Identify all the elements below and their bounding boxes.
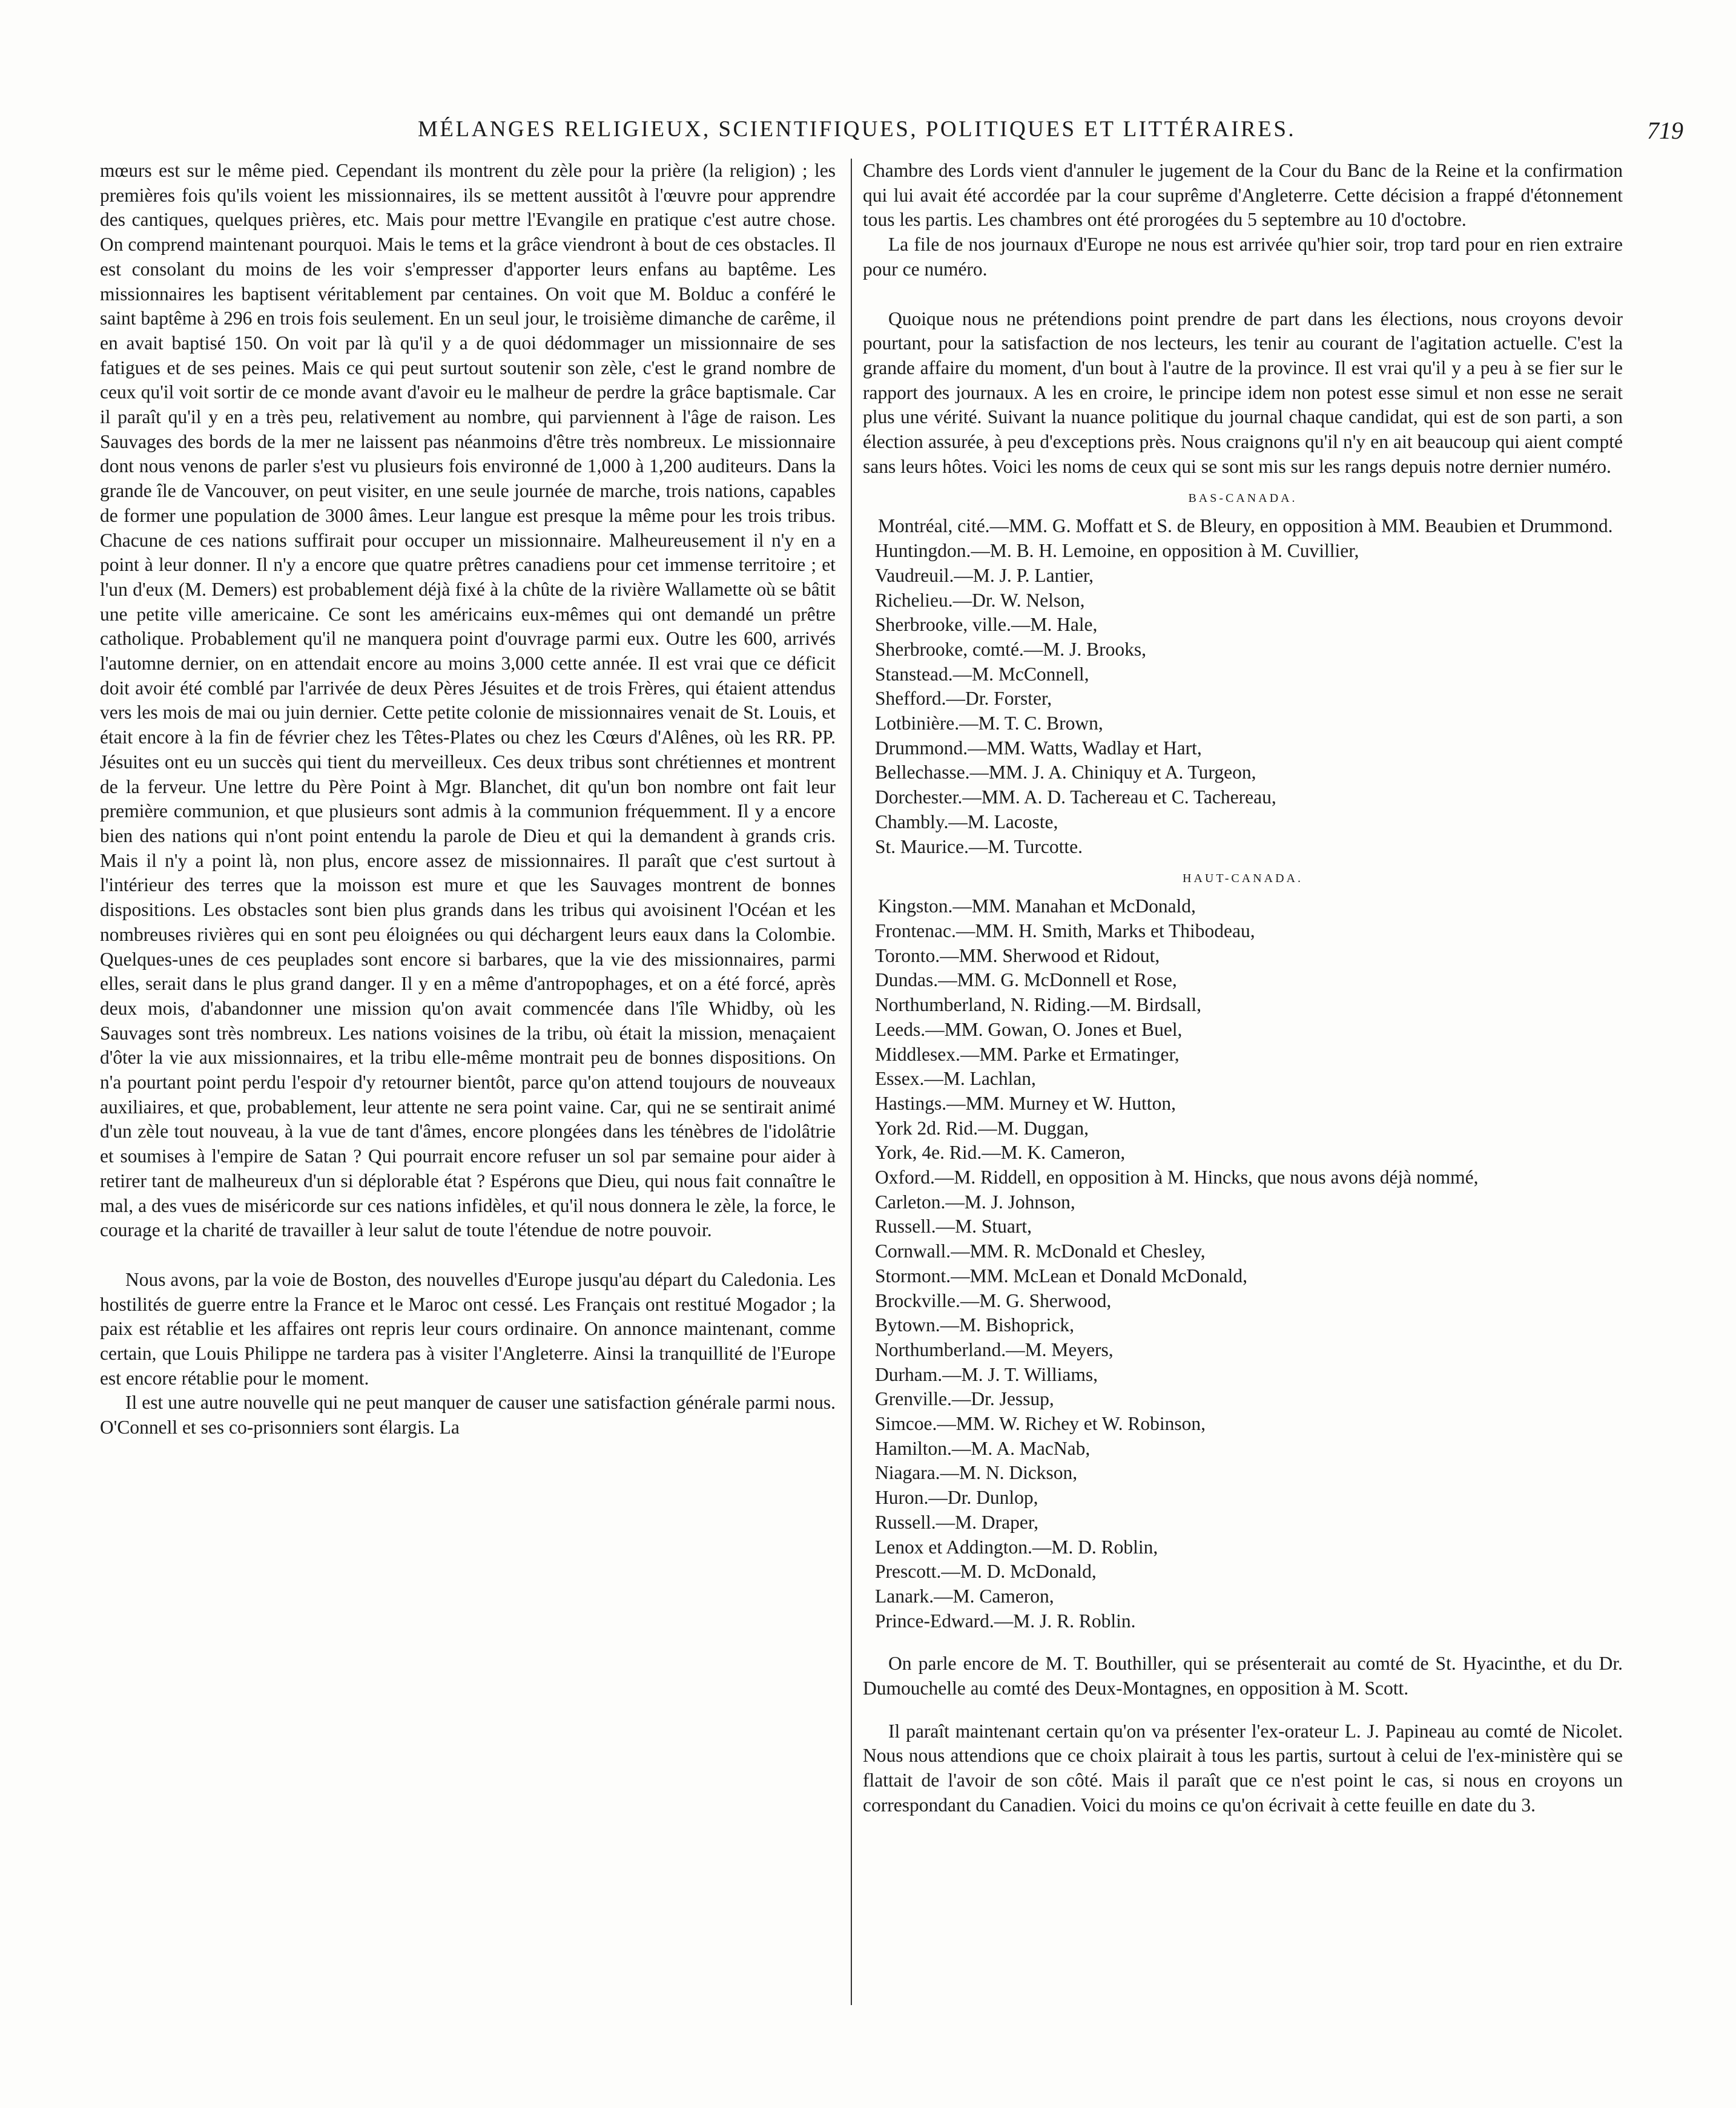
article-journals-paragraph: La file de nos journaux d'Europe ne nous est arrivée qu'hier soir, trop tard pour en rien extraire pour ce numéro. [863,234,1623,280]
candidate-entry: Sherbrooke, ville.—M. Hale, [875,614,1098,636]
candidate-entry: Simcoe.—MM. W. Richey et W. Robinson, [875,1413,1206,1435]
candidate-entry: Oxford.—M. Riddell, en opposition à M. Hincks, que nous avons déjà nommé, [875,1167,1479,1188]
candidate-entry: Kingston.—MM. Manahan et McDonald, [878,895,1196,917]
page-number: 719 [1647,117,1683,144]
candidate-entry: Prescott.—M. D. McDonald, [875,1561,1097,1583]
article-papineau-paragraph: Il paraît maintenant certain qu'on va présenter l'ex-orateur L. J. Papineau au comté de Nicolet. Nous nous attendions que ce choix plairait à tous les partis, surtout à celui de l'ex-ministère qui se flattait de l'avoir de son côté. Mais il paraît que ce n'est point le cas, si nous en croyons un correspondant du Canadien. Voici du moins ce qu'on écrivait à cette feuille en date du 3. [863,1720,1623,1816]
page-header [79,116,1683,150]
candidate-entry: Northumberland, N. Riding.—M. Birdsall, [875,994,1201,1016]
list-haut-canada [863,894,1623,1633]
article-europe-news-paragraph: Nous avons, par la voie de Boston, des nouvelles d'Europe jusqu'au départ du Caledonia. Les hostilités de guerre entre la France et le Maroc ont cessé. Les Français ont restitué Mogador ; la paix est rétablie et les affaires ont repris leur cours ordinaire. On annonce maintenant, comme certain, que Louis Philippe ne tardera pas à visiter l'Angleterre. Ainsi la tranquillité de l'Europe est encore rétablie pour le moment. [100,1268,836,1389]
running-title: MÉLANGES RELIGIEUX, SCIENTIFIQUES, POLITIQUES ET LITTÉRAIRES. [418,117,1296,142]
candidate-entry: Cornwall.—MM. R. McDonald et Chesley, [875,1240,1206,1262]
candidate-entry: Montréal, cité.—MM. G. Moffatt et S. de Bleury, en opposition à MM. Beaubien et Drummond. [878,515,1613,537]
article-oconnell-paragraph: Il est une autre nouvelle qui ne peut manquer de causer une satisfaction générale parmi nous. O'Connell et ses co-prisonniers sont élargis. La [100,1392,836,1438]
list-bas-canada [863,514,1623,859]
candidate-entry: Vaudreuil.—M. J. P. Lantier, [875,564,1094,586]
candidate-entry: Drummond.—MM. Watts, Wadlay et Hart, [875,737,1202,759]
candidate-entry: Durham.—M. J. T. Williams, [875,1363,1098,1385]
article-bouthiller-paragraph: On parle encore de M. T. Bouthiller, qui se présenterait au comté de St. Hyacinthe, et du Dr. Dumouchelle au comté des Deux-Montagnes, en opposition à M. Scott. [863,1653,1623,1699]
heading-bas-canada: BAS-CANADA. [1188,492,1298,506]
candidate-entry: Carleton.—M. J. Johnson, [875,1191,1075,1213]
candidate-entry: Toronto.—MM. Sherwood et Ridout, [875,944,1160,966]
candidate-entry: Bellechasse.—MM. J. A. Chiniquy et A. Turgeon, [875,762,1256,783]
candidate-entry: Huron.—Dr. Dunlop, [875,1487,1038,1509]
candidate-entry: Essex.—M. Lachlan, [875,1068,1036,1090]
candidate-entry: Hamilton.—M. A. MacNab, [875,1437,1091,1459]
candidate-entry: St. Maurice.—M. Turcotte. [875,835,1083,857]
right-column [863,159,1623,1818]
candidate-entry: Middlesex.—MM. Parke et Ermatinger, [875,1043,1180,1065]
column-divider [851,159,852,2005]
candidate-entry: Chambly.—M. Lacoste, [875,811,1058,832]
left-column [100,159,836,1440]
candidate-entry: Russell.—M. Stuart, [875,1216,1032,1237]
candidate-entry: Stormont.—MM. McLean et Donald McDonald, [875,1265,1248,1286]
candidate-entry: Richelieu.—Dr. W. Nelson, [875,589,1085,611]
candidate-entry: York, 4e. Rid.—M. K. Cameron, [875,1142,1126,1164]
candidate-entry: Stanstead.—M. McConnell, [875,663,1089,685]
candidate-entry: Lotbinière.—M. T. C. Brown, [875,713,1103,734]
candidate-entry: Brockville.—M. G. Sherwood, [875,1290,1112,1311]
candidate-entry: Sherbrooke, comté.—M. J. Brooks, [875,638,1146,660]
candidate-entry: York 2d. Rid.—M. Duggan, [875,1117,1089,1139]
candidate-entry: Lanark.—M. Cameron, [875,1585,1054,1607]
candidate-entry: Frontenac.—MM. H. Smith, Marks et Thibodeau, [875,920,1255,941]
candidate-entry: Prince-Edward.—M. J. R. Roblin. [875,1610,1136,1632]
article-lords-paragraph: Chambre des Lords vient d'annuler le jugement de la Cour du Banc de la Reine et la confirmation qui lui avait été accordée par la cour suprême d'Angleterre. Cette décision a frappé d'étonnement tous les partis. Les chambres ont été prorogées du 5 septembre au 10 d'octobre. [863,160,1623,231]
candidate-entry: Northumberland.—M. Meyers, [875,1339,1114,1360]
candidate-entry: Russell.—M. Draper, [875,1511,1038,1533]
candidate-entry: Grenville.—Dr. Jessup, [875,1388,1054,1410]
candidate-entry: Leeds.—MM. Gowan, O. Jones et Buel, [875,1018,1183,1040]
candidate-entry: Bytown.—M. Bishoprick, [875,1314,1075,1336]
candidate-entry: Lenox et Addington.—M. D. Roblin, [875,1536,1158,1558]
candidate-entry: Dorchester.—MM. A. D. Tachereau et C. Tachereau, [875,786,1276,808]
article-missions-paragraph: mœurs est sur le même pied. Cependant ils montrent du zèle pour la prière (la religion) ; les premières fois qu'ils voient les missionnaires, ils se mettent aussitôt à l'œuvre pour apprendre des cantiques, quelques prières, etc. Mais pour mettre l'Evangile en pratique c'est autre chose. On comprend maintenant pourquoi. Mais le tems et la grâce viendront à bout de ces obstacles. Il est consolant du moins de les voir s'empresser d'apporter leurs enfans au baptême. Les missionnaires les baptisent véritablement par centaines. On voit que M. Bolduc a conféré le saint baptême à 296 en trois fois seulement. En un seul jour, le troisième dimanche de carême, il en avait baptisé 150. On voit par là qu'il y a de quoi dédommager un missionnaire de ses fatigues et de ses peines. Mais ce qui peut surtout soutenir son zèle, c'est le grand nombre de ceux qu'il voit sortir de ce monde avant d'avoir eu le malheur de perdre la grâce baptismale. Car il paraît qu'il y en a très peu, relativement au nombre, qui parviennent à l'âge de raison. Les Sauvages des bords de la mer ne laissent pas néanmoins d'être très nombreux. Le missionnaire dont nous venons de parler s'est vu plusieurs fois environné de 1,000 à 1,200 auditeurs. Dans la grande île de Vancouver, on peut visiter, en une seule journée de marche, trois nations, capables de former une population de 3000 âmes. Leur langue est presque la même pour les trois tribus. Chacune de ces nations suffirait pour occuper un missionnaire. Malheureusement il n'y en a point à leur donner. Il n'y a encore que quatre prêtres canadiens pour cet immense territoire ; et l'un d'eux (M. Demers) est probablement déjà fixé à la chûte de la rivière Wallamette où se bâtit une petite ville americaine. Ce sont les américains eux-mêmes qui ont demandé un prêtre catholique. Probablement qu'il ne manquera point d'ouvrage parmi eux. Outre les 600, arrivés l'automne dernier, on en attendait encore au moins 3,000 cette année. Il est vrai que ce déficit doit avoir été comblé par l'arrivée de deux Pères Jésuites et de trois Frères, qui étaient attendus vers les mois de mai ou juin dernier. Cette petite colonie de missionnaires venait de St. Louis, et était encore à la fin de février chez les Têtes-Plates ou chez les Cœurs d'Alênes, où les RR. PP. Jésuites ont eu un succès qui tient du merveilleux. Ces deux tribus sont chrétiennes et montrent de la ferveur. Une lettre du Père Point à Mgr. Blanchet, dit qu'un bon nombre ont fait leur première communion, et que plusieurs sont admis à la communion fréquemment. Il y a encore bien des nations qui n'ont point entendu la parole de Dieu et qui la demandent à grands cris. Mais il n'y a point là, non plus, encore assez de missionnaires. Il paraît que c'est surtout à l'intérieur des terres que la moisson est mure et que les Sauvages montrent de bonnes dispositions. Les obstacles sont bien plus grands dans les tribus qui avoisinent l'Océan et les nombreuses rivières qui en sont peu éloignées ou qui déchargent leurs eaux dans la Colombie. Quelques-unes de ces peuplades sont encore si barbares, que la vie des missionnaires, parmi elles, serait dans le plus grand danger. Il y en a même d'antropophages, et on a été forcé, après deux mois, d'abandonner une mission qu'on avait commencée dans l'île Whidby, où les Sauvages sont très nombreux. Les nations voisines de la tribu, où était la mission, menaçaient d'ôter la vie aux missionnaires, et la tribu elle-même montrait peu de bonnes dispositions. On n'a pourtant point perdu l'espoir d'y retourner bientôt, parce qu'on attend toujours de nouveaux auxiliaires, et que, probablement, leur attente ne sera point vaine. Car, qui ne se sentirait animé d'un zèle tout nouveau, à la vue de tant d'âmes, encore plongées dans les ténèbres de l'idolâtrie et soumises à l'empire de Satan ? Qui pourrait encore refuser un sol par semaine pour aider à retirer tant de malheureux d'un si déplorable état ? Espérons que Dieu, qui nous fait connaître le mal, a des vues de miséricorde sur ces nations infidèles, et qu'il nous donnera le zèle, la force, le courage et la charité de travailler à leur salut de toute l'étendue de notre pouvoir. [100,160,836,1241]
heading-haut-canada: HAUT-CANADA. [1183,872,1303,886]
candidate-entry: Hastings.—MM. Murney et W. Hutton, [875,1092,1177,1114]
article-elections-paragraph: Quoique nous ne prétendions point prendre de part dans les élections, nous croyons devoir pourtant, pour la satisfaction de nos lecteurs, les tenir au courant de l'agitation actuelle. C'est la grande affaire du moment, d'un bout à l'autre de la province. Il est vrai qu'il y a peu à se fier sur le rapport des journaux. A les en croire, le principe idem non potest esse simul et non esse ne serait plus une vérité. Suivant la nuance politique du journal chaque candidat, qui est de son parti, a son élection assurée, à peu d'exceptions près. Nous craignons qu'il n'y en ait beaucoup qui aient compté sans leurs hôtes. Voici les noms de ceux qui se sont mis sur les rangs depuis notre dernier numéro. [863,308,1623,477]
candidate-entry: Dundas.—MM. G. McDonnell et Rose, [875,969,1177,991]
candidate-entry: Shefford.—Dr. Forster, [875,688,1052,710]
candidate-entry: Niagara.—M. N. Dickson, [875,1462,1078,1484]
candidate-entry: Huntingdon.—M. B. H. Lemoine, en opposition à M. Cuvillier, [875,540,1359,562]
